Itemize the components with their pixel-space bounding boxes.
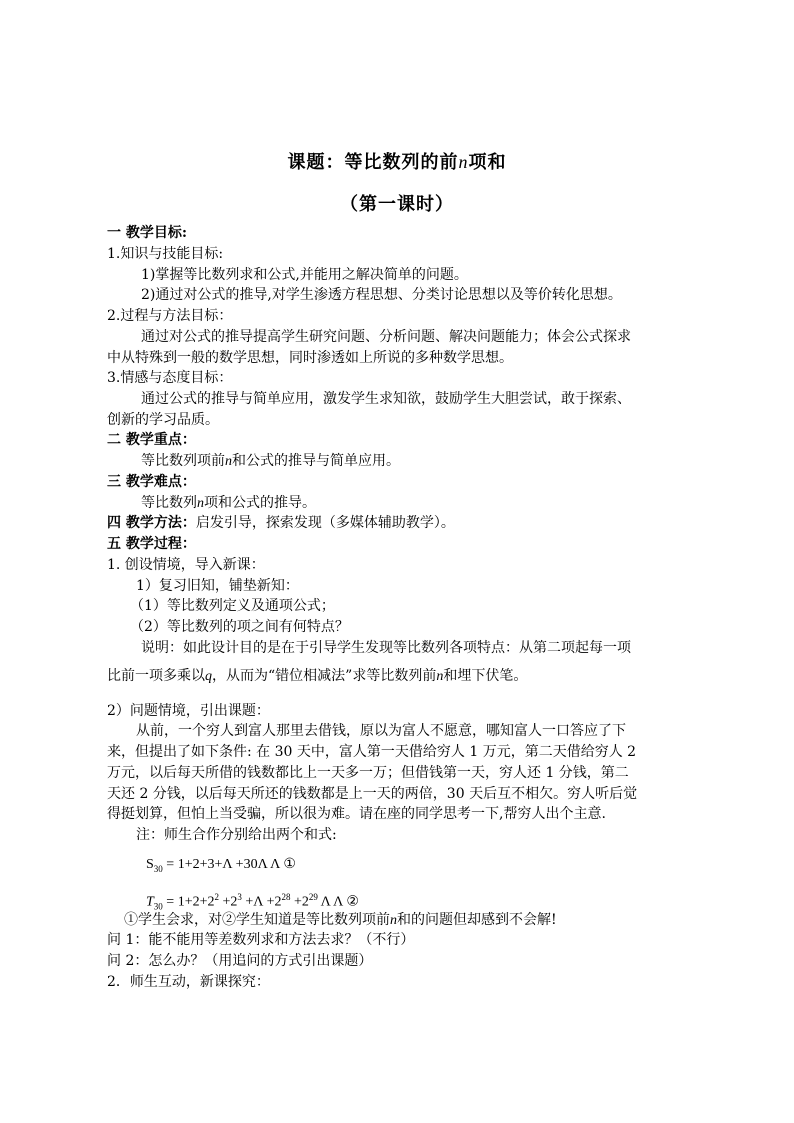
eq2-symbol: T <box>146 894 154 910</box>
page-title <box>0 148 794 174</box>
equation-s30 <box>146 856 296 878</box>
section-heading-difficulties: 三 教学难点： <box>107 474 196 490</box>
conclusion-variable: n <box>390 913 397 928</box>
conclusion-text-b: 和的问题但却感到不会解! <box>397 912 557 928</box>
eq2-sup3: 28 <box>281 892 291 902</box>
design-note-text-b: ，从而为“错位相减法”求等比数列前 <box>212 668 437 684</box>
eq2-rhs-c: +Λ +2 <box>241 894 282 910</box>
goal3-heading: 3.情感与态度目标： <box>107 370 233 386</box>
design-note-text-a: 比前一项多乘以 <box>107 668 205 684</box>
eq2-rhs-d: +2 <box>290 894 309 910</box>
eq2-sup2: 3 <box>237 892 242 902</box>
section-heading-goals: 一 教学目标: <box>107 225 188 241</box>
design-note-text-c: 和埋下伏笔。 <box>443 668 528 684</box>
methods-line <box>107 514 455 532</box>
key-points-text-a: 等比数列项前 <box>141 453 225 469</box>
section-heading-process: 五 教学过程： <box>107 536 196 552</box>
eq2-sup1: 2 <box>214 892 219 902</box>
sum-conclusion <box>124 911 557 930</box>
sum-note: 注：师生合作分别给出两个和式: <box>136 827 337 843</box>
title-variable: n <box>458 152 469 172</box>
goal2-line1: 通过对公式的推导提高学生研究问题、分析问题、解决问题能力；体会公式探求 <box>141 329 631 345</box>
conclusion-text-a: ①学生会求，对②学生知道是等比数列项前 <box>124 912 390 928</box>
eq1-rhs: = 1+2+3+Λ +30Λ Λ ① <box>162 857 296 872</box>
process-step1-heading: 1. 创设情境，导入新课： <box>107 557 265 573</box>
story-line5: 得挺划算，但怕上当受骗，所以很为难。请在座的同学思考一下,帮穷人出个主意. <box>107 806 606 822</box>
review-heading: 1）复习旧知，铺垫新知： <box>136 578 299 594</box>
title-prefix: 课题：等比数列的前 <box>287 152 459 173</box>
key-points-text-b: 和公式的推导与简单应用。 <box>232 453 400 469</box>
eq2-sup4: 29 <box>308 892 318 902</box>
review-question-2: （2）等比数列的项之间有何特点？ <box>130 619 349 635</box>
difficulties-variable: n <box>197 496 204 511</box>
goal1-heading: 1.知识与技能目标: <box>107 246 224 262</box>
review-question-1: （1）等比数列定义及通项公式； <box>130 598 335 614</box>
story-line3: 万元，以后每天所借的钱数都比上一天多一万；但借钱第一天，穷人还 1 分钱，第二 <box>107 765 629 781</box>
eq1-subscript: 30 <box>153 863 163 874</box>
key-points-text <box>141 452 400 471</box>
goal2-heading: 2.过程与方法目标： <box>107 308 233 324</box>
problem-scenario-heading: 2）问题情境，引出课题： <box>107 703 270 719</box>
story-line2: 来，但提出了如下条件: 在 30 天中，富人第一天借给穷人 1 万元，第二天借给穷人 2 <box>107 744 637 760</box>
section-heading-methods: 四 教学方法： <box>107 515 196 531</box>
goal2-line2: 中从特殊到一般的数学思想，同时渗透如上所说的多种数学思想。 <box>107 350 513 366</box>
question-2: 问 2：怎么办？（用追问的方式引出课题） <box>107 953 373 969</box>
methods-text: 启发引导，探索发现（多媒体辅助教学）。 <box>195 515 455 531</box>
question-1: 问 1：能不能用等差数列求和方法去求？（不行） <box>107 932 415 948</box>
key-points-variable: n <box>225 454 232 469</box>
design-note-variable-n: n <box>436 669 444 684</box>
goal3-line2: 创新的学习品质。 <box>107 412 219 428</box>
page-subtitle: （第一课时） <box>340 194 454 215</box>
eq1-symbol: S <box>146 857 154 872</box>
goal1-item2: 2)通过对公式的推导,对学生渗透方程思想、分类讨论思想以及等价转化思想。 <box>141 287 622 303</box>
eq2-rhs-a: = 1+2+2 <box>162 894 215 910</box>
eq2-rhs-b: +2 <box>218 894 238 910</box>
section-heading-key-points: 二 教学重点： <box>107 432 196 448</box>
design-note-line2 <box>107 667 527 686</box>
eq2-subscript: 30 <box>153 901 163 912</box>
difficulties-text-a: 等比数列 <box>141 495 197 511</box>
design-note-variable-q: q <box>205 669 212 684</box>
difficulties-text <box>141 494 316 513</box>
title-suffix: 项和 <box>468 152 507 173</box>
eq2-rhs-e: Λ Λ ② <box>317 894 359 910</box>
design-note-line1: 说明：如此设计目的是在于引导学生发现等比数列各项特点：从第二项起每一项 <box>141 640 631 656</box>
process-step2-heading: 2．师生互动，新课探究： <box>107 974 270 990</box>
goal3-line1: 通过公式的推导与简单应用，激发学生求知欲，鼓励学生大胆尝试，敢于探索、 <box>141 391 631 407</box>
goal1-item1: 1)掌握等比数列求和公式,并能用之解决简单的问题。 <box>141 267 468 283</box>
difficulties-text-b: 项和公式的推导。 <box>204 495 316 511</box>
story-line1: 从前，一个穷人到富人那里去借钱，原以为富人不愿意，哪知富人一口答应了下 <box>136 723 626 739</box>
story-line4: 天还 2 分钱，以后每天所还的钱数都是上一天的两倍，30 天后互不相欠。穷人听后觉 <box>107 786 638 802</box>
